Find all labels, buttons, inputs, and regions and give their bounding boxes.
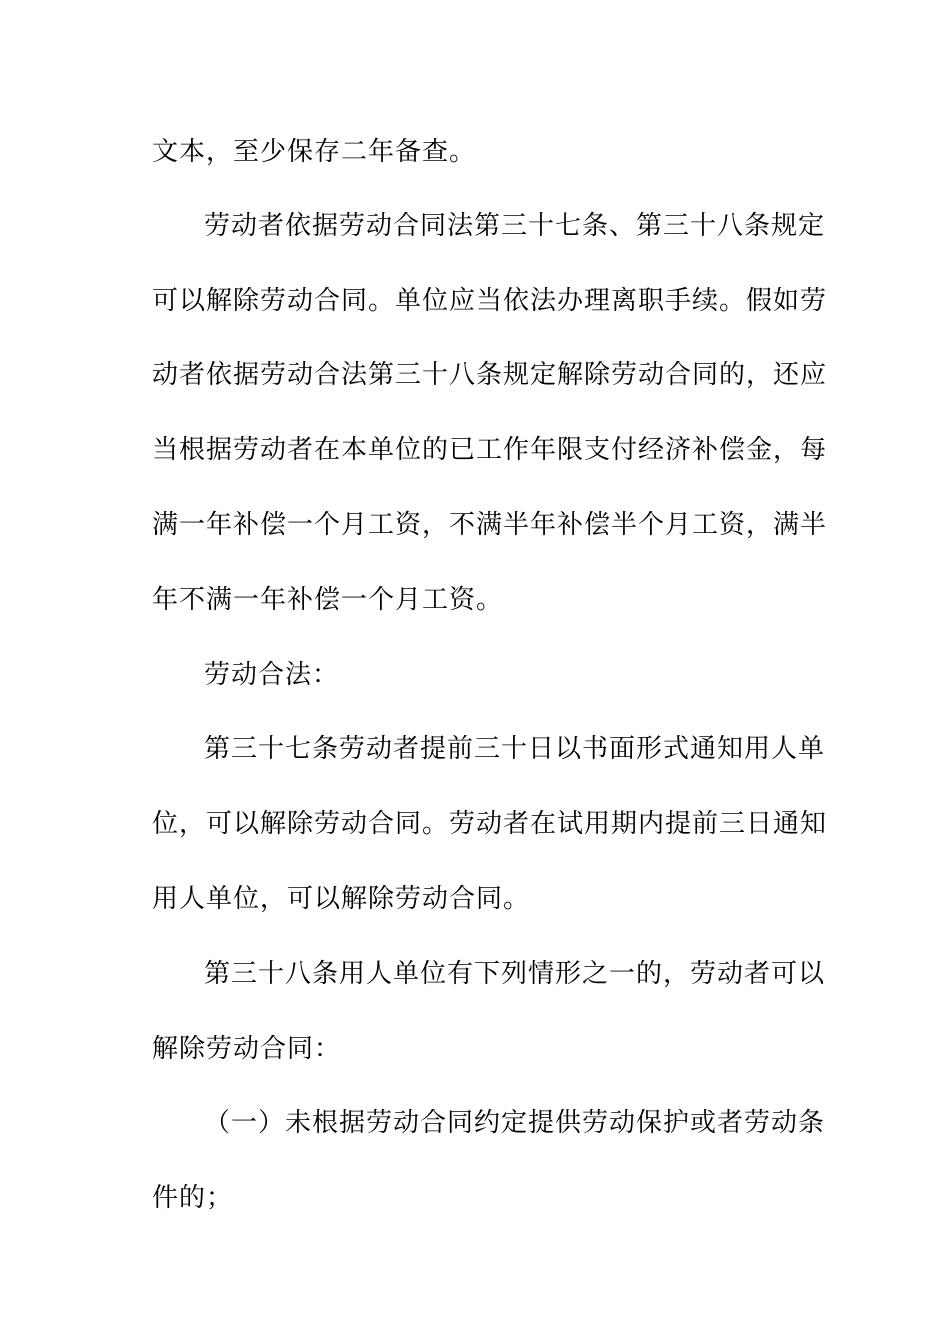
text-line: 解除劳动合同： bbox=[152, 1034, 342, 1064]
text-line: 第三十八条用人单位有下列情形之一的，劳动者可以 bbox=[204, 959, 826, 989]
text-line: 文本，至少保存二年备查。 bbox=[152, 137, 477, 167]
text-line: 满一年补偿一个月工资，不满半年补偿半个月工资，满半 bbox=[152, 510, 828, 540]
text-line: 劳动者依据劳动合同法第三十七条、第三十八条规定 bbox=[204, 211, 826, 241]
text-line: 可以解除劳动合同。单位应当依法办理离职手续。假如劳 bbox=[152, 286, 828, 316]
text-line: 第三十七条劳动者提前三十日以书面形式通知用人单 bbox=[204, 734, 826, 764]
text-line: 当根据劳动者在本单位的已工作年限支付经济补偿金，每 bbox=[152, 435, 828, 465]
text-line: （一）未根据劳动合同约定提供劳动保护或者劳动条 bbox=[204, 1108, 826, 1138]
text-line: 件的； bbox=[152, 1183, 234, 1213]
text-line: 用人单位，可以解除劳动合同。 bbox=[152, 884, 531, 914]
text-line: 位，可以解除劳动合同。劳动者在试用期内提前三日通知 bbox=[152, 809, 828, 839]
text-line: 动者依据劳动合法第三十八条规定解除劳动合同的，还应 bbox=[152, 360, 828, 390]
text-line: 年不满一年补偿一个月工资。 bbox=[152, 585, 504, 615]
text-line: 劳动合法： bbox=[204, 660, 340, 690]
